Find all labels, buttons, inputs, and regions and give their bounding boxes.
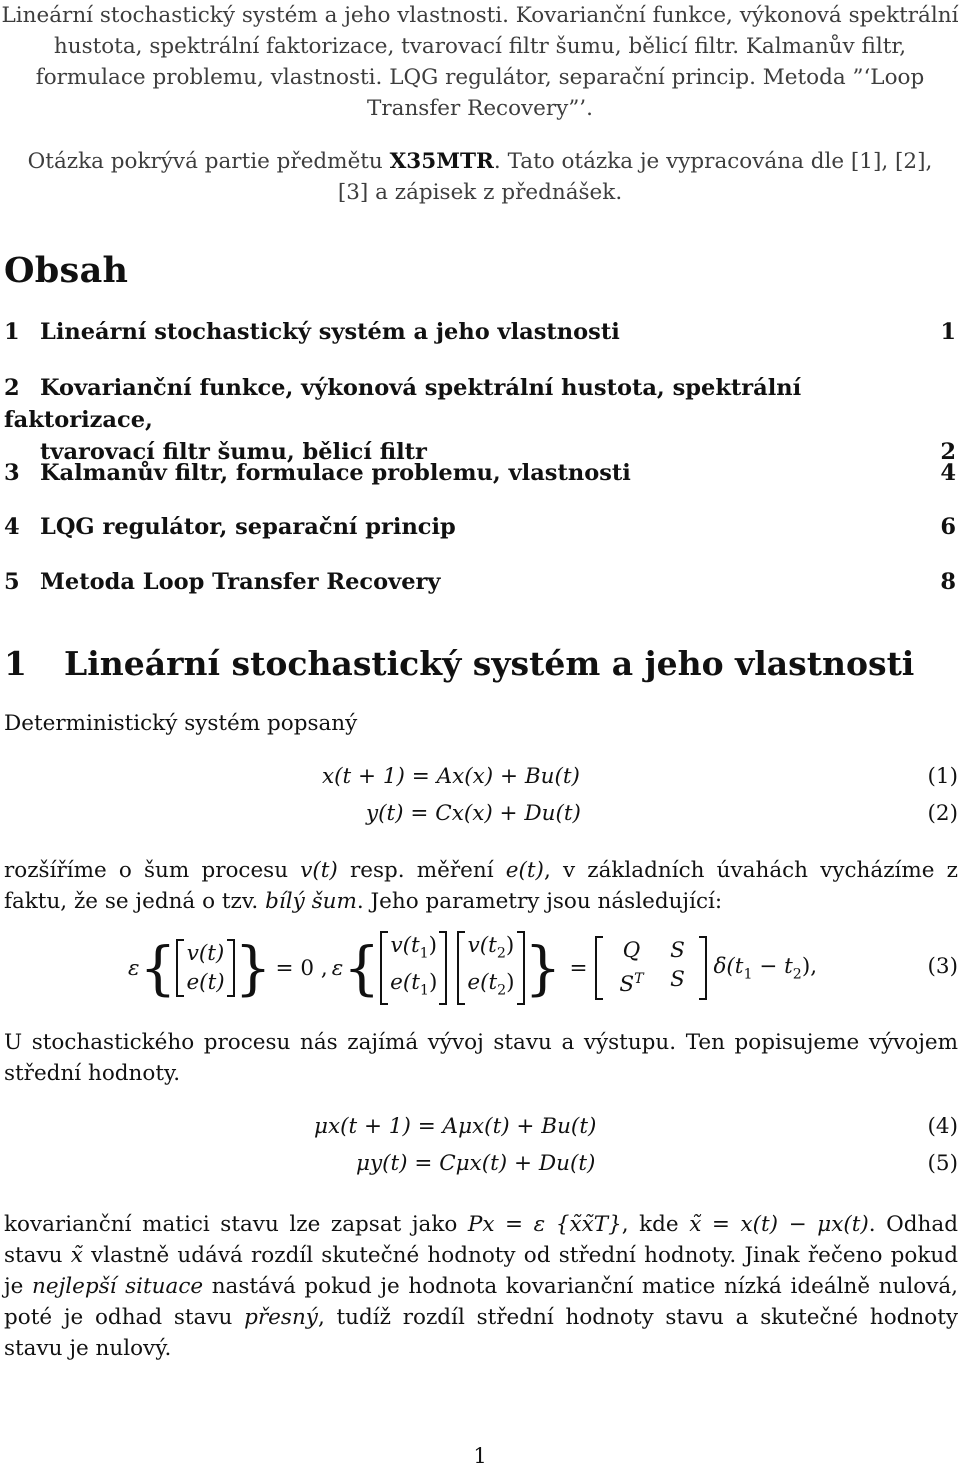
equation-tag: (1)	[927, 764, 958, 789]
matrix-cells	[605, 936, 697, 999]
toc-title: Kalmanův filtr, formulace problemu, vlastnosti	[40, 460, 631, 486]
equation-4	[0, 1114, 960, 1146]
toc-number: 1	[4, 319, 20, 345]
vector-cells	[390, 931, 437, 1006]
covariance-paragraph	[4, 1209, 958, 1364]
subscript: 1	[419, 945, 429, 961]
subscript: 1	[419, 982, 429, 999]
coverage-prefix: Otázka pokrývá partie předmětu	[27, 149, 390, 174]
equation-tag: (2)	[927, 801, 958, 826]
equation-2	[0, 801, 960, 833]
cell	[467, 932, 515, 961]
vector	[380, 931, 447, 1006]
paren: )	[505, 932, 515, 958]
emphasis: nejlepší situace	[32, 1274, 204, 1299]
right-brace: }	[234, 934, 272, 1002]
text-run: . Jeho parametry jsou následující:	[356, 889, 723, 914]
math-e: e(t)	[505, 858, 544, 883]
page-number: 1	[473, 1444, 487, 1468]
emphasis: přesný	[244, 1305, 318, 1330]
toc-page: 2	[940, 439, 956, 465]
topic-line: Lineární stochastický systém a jeho vlastnosti. Kovarianční funkce, výkonová spektrální	[1, 3, 959, 28]
section-number: 1	[4, 644, 27, 683]
text-run: , v základních úvahách vycházíme z faktu, že se jedná o tzv.	[4, 858, 959, 914]
vector	[457, 931, 524, 1006]
cell-text: v(t	[390, 932, 420, 958]
vector	[176, 939, 234, 997]
math-px: Px = ε {x̃x̃T}	[467, 1212, 622, 1237]
equation-body	[128, 932, 817, 1004]
cell: v(t)	[186, 941, 225, 966]
section-heading	[4, 644, 914, 683]
topic-line: hustota, spektrální faktorizace, tvarovací filtr šumu, bělicí filtr. Kalmanův filtr,	[53, 34, 907, 59]
subscript: 2	[792, 966, 802, 983]
toc-title: Lineární stochastický systém a jeho vlastnosti	[40, 319, 620, 345]
delta: δ(t	[713, 953, 744, 979]
noise-paragraph	[4, 855, 958, 917]
topic-line: formulace problemu, vlastnosti. LQG regulátor, separační princip. Metoda ”‘Loop	[35, 65, 925, 90]
toc-entry-3[interactable]	[4, 457, 956, 489]
equation-body: x(t + 1) = Ax(x) + Bu(t)	[322, 764, 580, 789]
toc-title-cont: tvarovací filtr šumu, bělicí filtr	[40, 439, 427, 465]
coverage-suffix: . Tato otázka je vypracována dle [1], [2],	[493, 149, 933, 174]
subscript: 2	[496, 945, 506, 961]
coverage-line-2: [3] a zápisek z přednášek.	[337, 180, 623, 205]
mean-paragraph: U stochastického procesu nás zajímá vývoj stavu a výstupu. Ten popisujeme vývojem střední hodnoty.	[4, 1030, 958, 1086]
coverage-line	[0, 124, 960, 177]
toc-entry-1[interactable]	[4, 316, 956, 348]
abstract	[0, 0, 960, 208]
toc-entry-5[interactable]	[4, 566, 956, 598]
cell: e(t)	[186, 970, 225, 995]
course-code: X35MTR	[389, 149, 494, 174]
cell: S	[670, 938, 685, 964]
cell-text: e(t	[467, 970, 498, 995]
equation-tag: (4)	[927, 1114, 958, 1139]
minus: − t	[752, 953, 793, 979]
text-run: , tudíž rozdíl střední hodnoty stavu a skutečné hodnoty stavu je nulový.	[4, 1305, 958, 1361]
toc-number: 5	[4, 569, 20, 595]
equation-tag: (5)	[927, 1151, 958, 1176]
equation-3	[0, 932, 960, 1004]
text-run: , kde	[621, 1212, 690, 1237]
math-xtilde-short: x̃	[70, 1243, 83, 1268]
equation-tag: (3)	[927, 954, 958, 979]
subscript: 2	[497, 982, 507, 999]
cell	[467, 970, 515, 999]
paren: )	[428, 932, 438, 958]
toc-title: Metoda Loop Transfer Recovery	[40, 569, 441, 595]
vector-cells	[467, 931, 514, 1006]
toc-entry-4[interactable]	[4, 511, 956, 543]
toc-page: 8	[940, 569, 956, 595]
contents-title: Obsah	[4, 250, 129, 291]
left-brace: {	[139, 934, 177, 1002]
topic-line: Transfer Recovery”’.	[367, 96, 593, 121]
cell: S	[670, 967, 685, 993]
paren: )	[506, 970, 515, 995]
toc-title: LQG regulátor, separační princip	[40, 514, 456, 540]
cell: Q	[622, 938, 641, 964]
toc-page: 1	[940, 319, 956, 345]
text-run: kovarianční matici stavu lze zapsat jako	[4, 1212, 468, 1237]
toc-number: 4	[4, 514, 20, 540]
cell	[605, 965, 657, 999]
cell	[390, 970, 438, 999]
subscript: 1	[743, 966, 753, 983]
toc-page: 6	[940, 514, 956, 540]
equation-body: μx(t + 1) = Aμx(t) + Bu(t)	[314, 1114, 597, 1139]
emphasis: bílý šum	[265, 889, 357, 914]
covariance-matrix	[595, 936, 707, 999]
delta-term	[713, 954, 817, 982]
cell-text: e(t	[390, 970, 420, 995]
text-run: vlastně udává rozdíl skutečné hodnoty od střední hodnoty. Jinak řečeno pokud je	[4, 1243, 958, 1299]
cell-text: S	[619, 972, 635, 998]
toc-entry-2[interactable]	[4, 372, 956, 468]
right-brace: }	[524, 934, 562, 1002]
expectation-symbol: ε	[331, 955, 344, 981]
text-run: . Odhad stavu	[4, 1212, 958, 1268]
intro-paragraph: Deterministický systém popsaný	[4, 711, 358, 736]
section-title: Lineární stochastický systém a jeho vlastnosti	[64, 644, 915, 683]
paren: )	[428, 970, 438, 995]
equals: =	[569, 955, 588, 981]
toc-page: 4	[940, 460, 956, 486]
toc-title: Kovarianční funkce, výkonová spektrální hustota, spektrální faktorizace,	[4, 375, 802, 433]
equation-1	[0, 764, 960, 796]
equals-zero: = 0 ,	[275, 955, 328, 981]
vector-cells	[186, 939, 224, 997]
math-v: v(t)	[300, 858, 338, 883]
cell	[390, 932, 438, 961]
text-run: nastává pokud je hodnota kovarianční matice nízká ideálně nulová, poté je odhad stavu	[4, 1274, 958, 1330]
left-brace: {	[343, 934, 381, 1002]
text-run: rozšíříme o šum procesu	[4, 858, 301, 883]
toc-number: 3	[4, 460, 20, 486]
equation-5	[0, 1151, 960, 1183]
expectation-symbol: ε	[128, 955, 140, 981]
equation-body: y(t) = Cx(x) + Du(t)	[366, 801, 581, 826]
text-run: resp. měření	[337, 858, 506, 883]
toc-number: 2	[4, 375, 20, 401]
math-xtilde: x̃ = x(t) − μx(t)	[689, 1212, 869, 1237]
cell-text: v(t	[467, 932, 497, 958]
equation-body: μy(t) = Cμx(t) + Du(t)	[356, 1151, 596, 1176]
paren: ),	[801, 953, 818, 979]
superscript: T	[634, 971, 644, 988]
